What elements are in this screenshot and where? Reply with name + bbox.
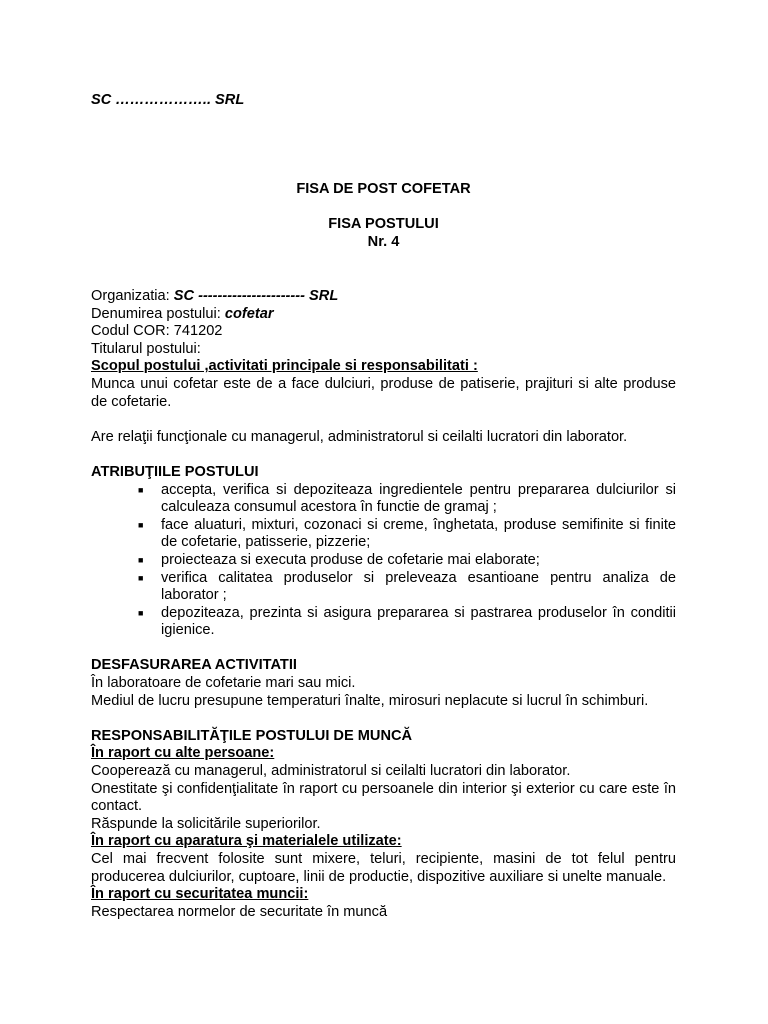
- persons-text-3: Răspunde la solicitările superiorilor.: [91, 815, 321, 832]
- bullet-icon: ■: [138, 484, 144, 495]
- list-item: [91, 552, 676, 570]
- list-item-text: accepta, verifica si depoziteaza ingredientele pentru prepararea dulciurilor si calculeaza consumul acestora în functie de gramaj ;: [161, 481, 676, 516]
- scope-text: Munca unui cofetar este de a face dulciuri, produse de patiserie, prajituri si alte produse de cofetarie.: [91, 375, 676, 410]
- duties-list: [91, 482, 676, 640]
- conduct-line-1: În laboratoare de cofetarie mari sau mici.: [91, 675, 356, 692]
- list-item-text: depoziteaza, prezinta si asigura prepararea si pastrarea produselor în conditii igienice.: [161, 604, 676, 639]
- safety-text: Respectarea normelor de securitate în muncă: [91, 903, 388, 920]
- equipment-heading: În raport cu aparatura şi materialele utilizate:: [91, 833, 402, 850]
- list-item: [91, 517, 676, 552]
- bullet-icon: ■: [138, 607, 144, 618]
- persons-text-1: Cooperează cu managerul, administratorul si ceilalti lucratori din laborator.: [91, 763, 571, 780]
- company-name: SC ……………….. SRL: [91, 92, 245, 108]
- job-title-value: cofetar: [224, 305, 274, 322]
- equipment-text: Cel mai frecvent folosite sunt mixere, teluri, recipiente, masini de tot felul pentru producerea dulciurilor, cuptoare, linii de productie, dispozitive auxiliare si unelte manuale.: [91, 851, 676, 885]
- bullet-icon: ■: [138, 519, 144, 530]
- job-title-line: [91, 306, 676, 324]
- document-number: Nr. 4: [367, 234, 400, 250]
- persons-text-2: Onestitate şi confidenţialitate în raport cu persoanele din interior şi exterior cu care este în contact.: [91, 780, 676, 815]
- duties-heading: ATRIBUŢIILE POSTULUI: [91, 463, 259, 480]
- list-item-text: face aluaturi, mixturi, cozonaci si creme, înghetata, produse semifinite si finite de cofetarie, patisserie, pizzerie;: [161, 516, 676, 551]
- organization-line: [91, 288, 676, 306]
- conduct-line-2: Mediul de lucru presupune temperaturi înalte, mirosuri neplacute si lucrul în schimburi.: [91, 692, 649, 709]
- document-subtitle: FISA POSTULUI: [328, 216, 439, 232]
- conduct-heading: DESFASURAREA ACTIVITATII: [91, 657, 297, 674]
- list-item: [91, 605, 676, 640]
- list-item: [91, 482, 676, 517]
- cor-code: Codul COR: 741202: [91, 323, 223, 340]
- scope-heading: Scopul postului ,activitati principale si responsabilitati :: [91, 358, 478, 375]
- document-page: [91, 0, 676, 1024]
- job-title-label: Denumirea postului:: [91, 305, 225, 322]
- list-item-text: proiecteaza si executa produse de cofetarie mai elaborate;: [161, 551, 540, 568]
- responsibilities-heading: RESPONSABILITĂŢILE POSTULUI DE MUNCĂ: [91, 727, 413, 744]
- list-item-text: verifica calitatea produselor si preleveaza esantioane pentru analiza de laborator ;: [161, 569, 676, 604]
- organization-label: Organizatia:: [91, 288, 174, 304]
- bullet-icon: ■: [138, 554, 144, 565]
- list-item: [91, 570, 676, 605]
- document-body: [91, 288, 676, 921]
- persons-heading: În raport cu alte persoane:: [91, 745, 275, 762]
- organization-value: SC ---------------------- SRL: [173, 288, 339, 304]
- job-holder: Titularul postului:: [91, 340, 201, 357]
- document-title: FISA DE POST COFETAR: [296, 181, 471, 197]
- relations-text: Are relaţii funcţionale cu managerul, administratorul si ceilalti lucratori din laborator.: [91, 428, 628, 445]
- bullet-icon: ■: [138, 572, 144, 583]
- safety-heading: În raport cu securitatea muncii:: [91, 886, 309, 903]
